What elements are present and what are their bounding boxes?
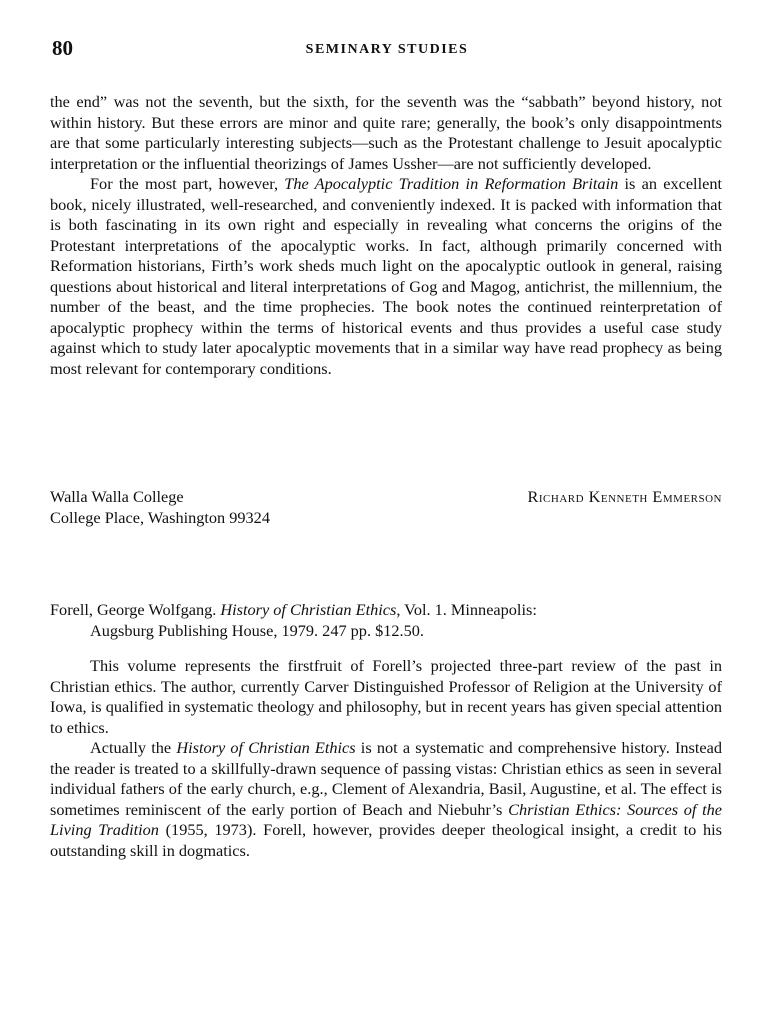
page-header [52,36,722,64]
affiliation [50,486,270,528]
book-title: History of Christian Ethics [220,600,397,619]
book-citation [50,600,722,641]
text-run: is not a systematic and comprehensive history. Instead the reader is treated to a skillfully-drawn sequence of passing vistas: Christian ethics as seen in several individual fathers of the early church, e.g., Clement of Alexandria, Basil, Augustine, et al. The effect is sometimes reminiscent of the early portion of Beach and Niebuhr’s [50,738,722,819]
book-title: History of Christian Ethics [176,738,356,757]
text-run: (1955, 1973). Forell, however, provides deeper theological insight, a credit to his outstanding skill in dogmatics. [50,820,722,860]
review-body [50,656,722,861]
paragraph [50,738,722,861]
text-run: Forell, George Wolfgang. [50,600,221,619]
page-number: 80 [52,36,73,60]
book-title: Christian Ethics: Sources of the Living Tradition [50,799,722,839]
text-run: , Vol. 1. Minneapolis: [396,600,537,619]
text-run: For the most part, however, [90,174,285,193]
affiliation-line: College Place, Washington 99324 [50,508,270,527]
running-head: SEMINARY STUDIES [305,42,469,57]
citation-line: Augsburg Publishing House, 1979. 247 pp. $12.50. [90,620,424,640]
review-continuation [50,92,722,379]
affiliation-line: Walla Walla College [50,487,184,506]
paragraph [50,174,722,379]
book-title: The Apocalyptic Tradition in Reformation Britain [284,174,619,193]
text-run: is an excellent book, nicely illustrated, well-researched, and conveniently indexed. It is packed with information that is both fascinating in its own right and especially in revealing what concerns the origins of the Protestant interpretations of the apocalyptic works. In fact, although primarily concerned with Reformation historians, Firth’s work sheds much light on the apocalyptic outlook in general, raising questions about historical and literal interpretations of Gog and Magog, antichrist, the millennium, the number of the beast, and the time prophecies. The book notes the continued reinterpretation of apocalyptic prophecy within the terms of historical events and thus provides a useful case study against which to study later apocalyptic movements that in a similar way have read prophecy as being most relevant for contemporary conditions. [50,174,722,378]
reviewer-name: Richard Kenneth Emmerson [527,487,722,506]
citation-line [50,600,722,621]
paragraph: the end” was not the seventh, but the sixth, for the seventh was the “sabbath” beyond history, not within history. But these errors are minor and quite rare; generally, the book’s only disappointments are that some particularly interesting subjects—such as the Protestant challenge to Jesuit apocalyptic interpretation or the influential theorizings of James Ussher—are not sufficiently developed. [50,92,722,173]
paragraph: This volume represents the firstfruit of Forell’s projected three-part review of the past in Christian ethics. The author, currently Carver Distinguished Professor of Religion at the University of Iowa, is qualified in systematic theology and philosophy, but in recent years has given special attention to ethics. [50,656,722,737]
text-run: Actually the [90,738,177,757]
